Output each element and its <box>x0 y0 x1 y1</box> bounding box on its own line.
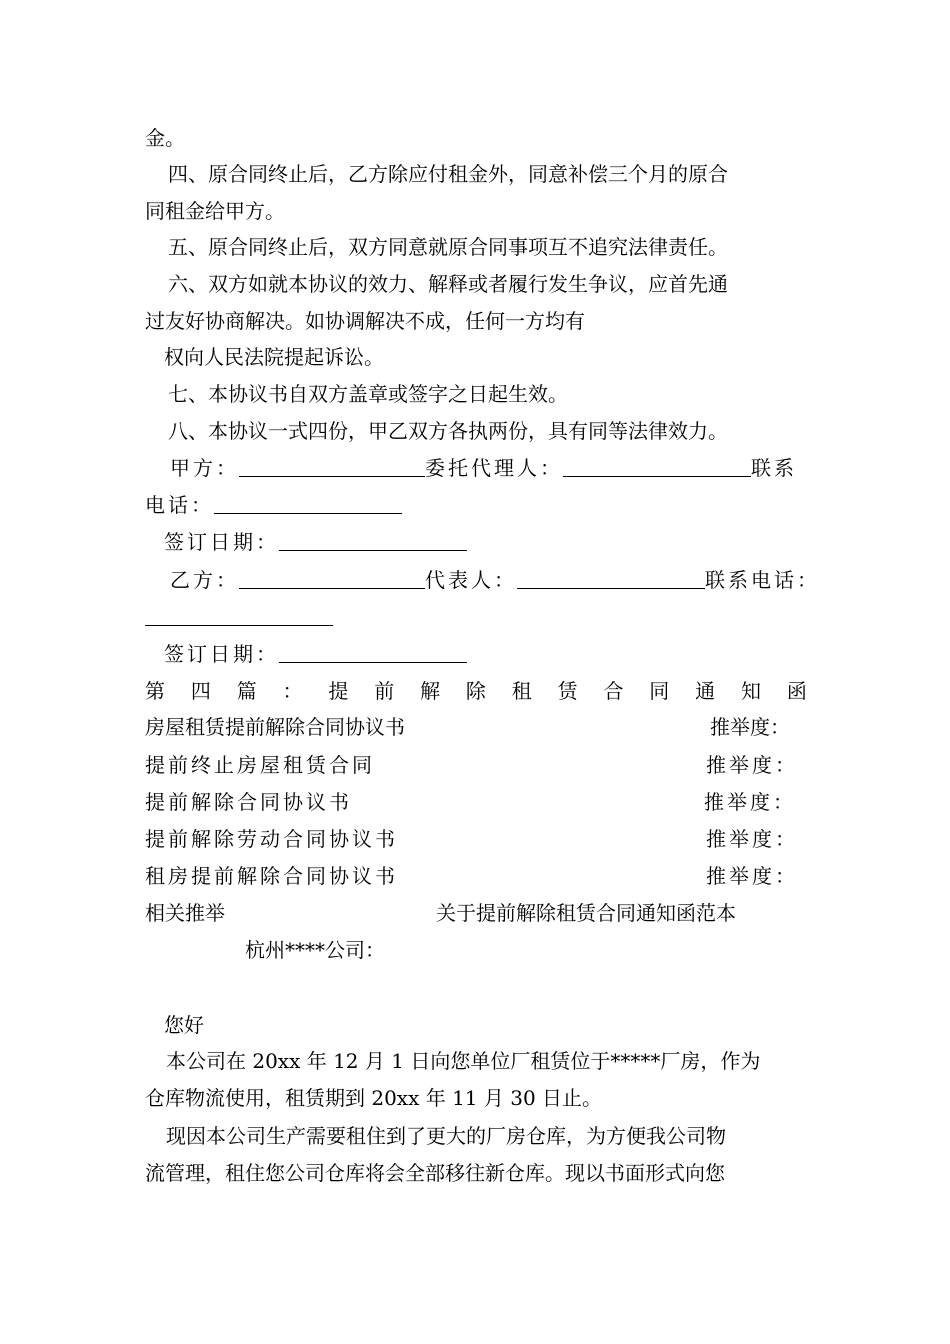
party-a-phone-blank <box>214 493 402 514</box>
chapter-title-char: 四 <box>190 679 211 703</box>
chapter-title-char: 篇 <box>236 679 257 703</box>
related-label-4: 推举度： <box>706 827 798 851</box>
related-label-3: 推举度： <box>704 790 796 814</box>
party-a-blank <box>239 456 425 477</box>
party-a-label: 甲方： <box>170 456 239 480</box>
party-a-date-line <box>164 528 467 556</box>
rep-label: 代表人： <box>425 568 517 592</box>
contact-phone-label: 联系电话： <box>705 568 820 592</box>
party-a-date-blank <box>279 530 467 551</box>
related-title-4: 提前解除劳动合同协议书 <box>145 827 398 851</box>
chapter-title-char: 除 <box>465 679 486 703</box>
related-title-2: 提前终止房屋租赁合同 <box>145 753 375 777</box>
chapter-title <box>145 677 807 705</box>
related-label-2: 推举度： <box>706 753 798 777</box>
letter-body-2-line-1: 现因本公司生产需要租住到了更大的厂房仓库，为方便我公司物 <box>166 1124 726 1148</box>
party-a-line <box>170 454 797 482</box>
party-b-blank <box>239 568 425 589</box>
clause-6-line-3: 权向人民法院提起诉讼。 <box>164 345 384 369</box>
clause-5: 五、原合同终止后，双方同意就原合同事项互不追究法律责任。 <box>168 235 728 259</box>
clause-4-line-1: 四、原合同终止后，乙方除应付租金外，同意补偿三个月的原合 <box>168 162 728 186</box>
chapter-title-char: 前 <box>374 679 395 703</box>
chapter-title-char: 知 <box>740 679 761 703</box>
letter-body-1-line-2: 仓库物流使用，租赁期到 20xx 年 11 月 30 日止。 <box>145 1086 603 1110</box>
party-b-phone-blank <box>145 605 333 626</box>
clause-8: 八、本协议一式四份，甲乙双方各执两份，具有同等法律效力。 <box>168 419 728 443</box>
clause-7: 七、本协议书自双方盖章或签字之日起生效。 <box>168 382 568 406</box>
related-heading: 相关推举 <box>145 901 225 925</box>
rep-blank <box>517 568 705 589</box>
sample-title: 关于提前解除租赁合同通知函范本 <box>436 901 736 925</box>
related-title-3: 提前解除合同协议书 <box>145 790 352 814</box>
paragraph-line: 金。 <box>145 126 185 150</box>
related-label-5: 推举度： <box>706 864 798 888</box>
party-a-phone-line <box>145 491 402 519</box>
chapter-title-char: 通 <box>695 679 716 703</box>
related-title-1: 房屋租赁提前解除合同协议书 <box>145 715 405 739</box>
chapter-title-char: 函 <box>786 679 807 703</box>
chapter-title-char: 提 <box>328 679 349 703</box>
letter-greeting: 您好 <box>164 1013 204 1037</box>
chapter-title-char: ： <box>282 679 303 703</box>
letter-body-1-line-1: 本公司在 20xx 年 12 月 1 日向您单位厂租赁位于*****厂房，作为 <box>166 1049 761 1073</box>
letter-addressee: 杭州****公司： <box>245 938 385 962</box>
chapter-title-char: 第 <box>145 679 165 703</box>
clause-6-line-1: 六、双方如就本协议的效力、解释或者履行发生争议，应首先通 <box>168 272 728 296</box>
sign-date-label: 签订日期： <box>164 530 279 554</box>
chapter-title-char: 同 <box>649 679 670 703</box>
agent-blank <box>563 456 751 477</box>
clause-6-line-2: 过友好协商解决。如协调解决不成，任何一方均有 <box>145 309 585 333</box>
chapter-title-char: 赁 <box>557 679 578 703</box>
clause-4-line-2: 同租金给甲方。 <box>145 199 285 223</box>
party-b-phone-line <box>145 603 333 631</box>
sign-date-label-b: 签订日期： <box>164 642 279 666</box>
related-title-5: 租房提前解除合同协议书 <box>145 864 398 888</box>
chapter-title-char: 租 <box>511 679 532 703</box>
chapter-title-char: 解 <box>420 679 441 703</box>
contact-label: 联系 <box>751 456 797 480</box>
agent-label: 委托代理人： <box>425 456 563 480</box>
party-b-date-blank <box>279 642 467 663</box>
party-b-label: 乙方： <box>170 568 239 592</box>
party-b-date-line <box>164 640 467 668</box>
letter-body-2-line-2: 流管理，租住您公司仓库将会全部移往新仓库。现以书面形式向您 <box>145 1161 725 1185</box>
chapter-title-char: 合 <box>603 679 624 703</box>
related-label-1: 推举度： <box>710 715 790 739</box>
phone-label: 电话： <box>145 493 214 517</box>
party-b-line <box>170 566 820 594</box>
